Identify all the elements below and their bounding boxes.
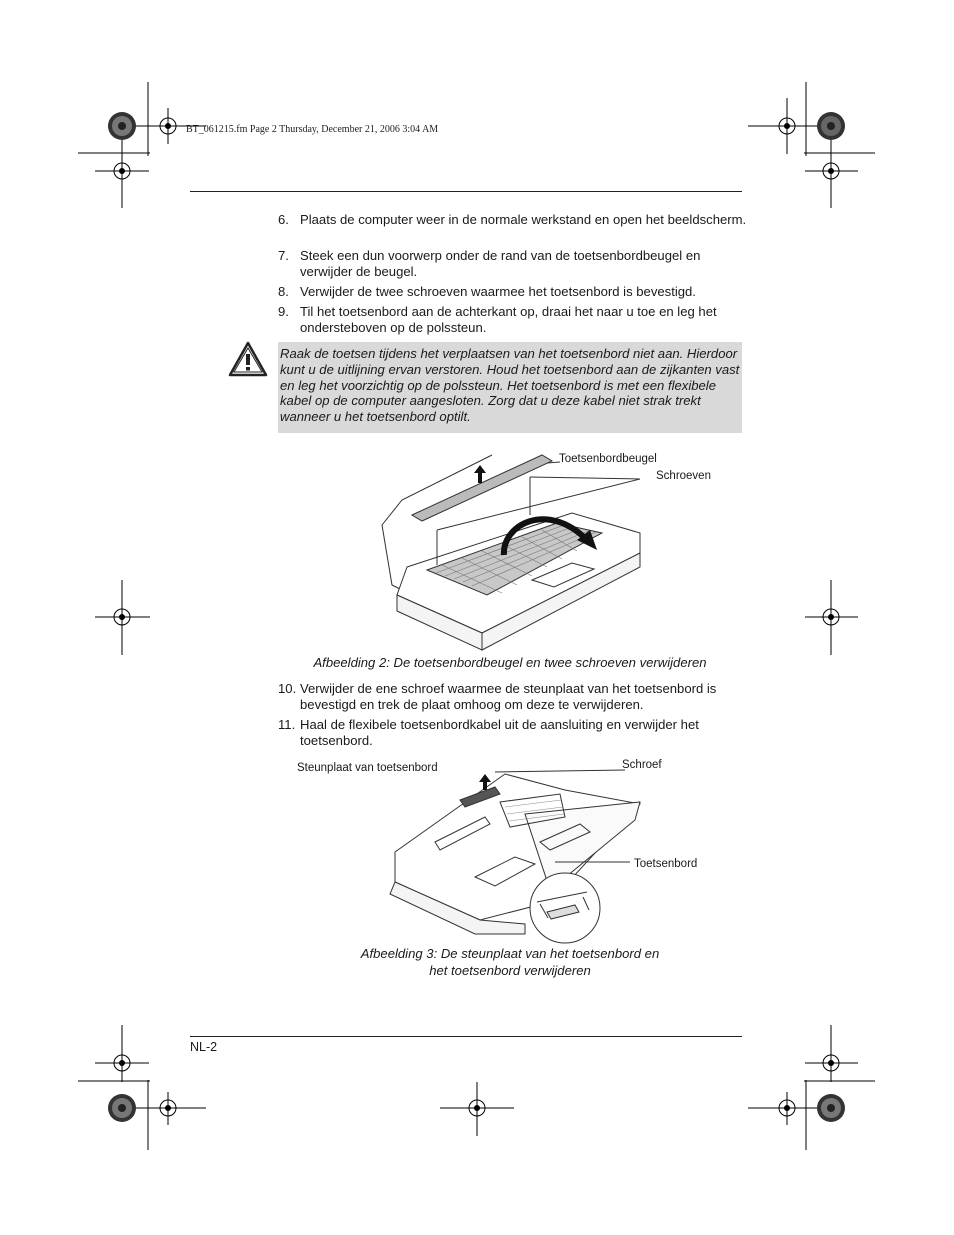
step-text: Haal de flexibele toetsenbordkabel uit de aansluiting en verwijder het toetsenbord. [300,717,699,748]
figure-keyboard-bracket-illustration [372,445,672,650]
step-text: Til het toetsenbord aan de achterkant op, draai het naar u toe en leg het ondersteboven op de polssteun. [300,304,717,335]
step-number: 6. [278,212,289,227]
step-number: 7. [278,248,289,263]
step-text: Verwijder de ene schroef waarmee de steunplaat van het toetsenbord is bevestigd en trek de plaat omhoog om deze te verwijderen. [300,681,717,712]
step-number: 10. [278,681,297,696]
step-number: 8. [278,284,289,299]
label-toetsenbord: Toetsenbord [634,858,698,870]
figure3-caption-line1: Afbeelding 3: De steunplaat van het toetsenbord en [360,946,660,961]
step-text: Verwijder de twee schroeven waarmee het toetsenbord is bevestigd. [300,284,696,299]
label-steunplaat: Steunplaat van toetsenbord [297,762,438,774]
figure-keyboard-plate-illustration [375,762,645,947]
label-schroef: Schroef [622,759,662,771]
label-toetsenbordbeugel: Toetsenbordbeugel [559,453,657,465]
warning-triangle-icon [228,341,268,377]
figure3-caption-line2: het toetsenbord verwijderen [429,963,591,978]
top-rule [190,191,742,192]
file-slug: BT_061215.fm Page 2 Thursday, December 21, 2006 3:04 AM [186,124,439,135]
bottom-rule [190,1036,742,1037]
page-number: NL-2 [190,1040,218,1054]
step-text: Plaats de computer weer in de normale werkstand en open het beeldscherm. [300,212,747,227]
step-number: 11. [278,717,296,732]
figure2-caption: Afbeelding 2: De toetsenbordbeugel en twee schroeven verwijderen [313,655,707,670]
step-text: Steek een dun voorwerp onder de rand van de toetsenbordbeugel en verwijder de beugel. [300,248,701,279]
warning-text: Raak de toetsen tijdens het verplaatsen van het toetsenbord niet aan. Hierdoor kunt u de uitlijning ervan verstoren. Houd het toetsenbord aan de zijkanten vast en leg het voorzichtig op de polssteun. Het toetsenbord is met een flexibele kabel op de computer aangesloten. Zorg dat u deze kabel niet strak trekt wanneer u het toetsenbord optilt. [280,346,740,425]
step-number: 9. [278,304,289,319]
label-schroeven: Schroeven [656,470,711,482]
